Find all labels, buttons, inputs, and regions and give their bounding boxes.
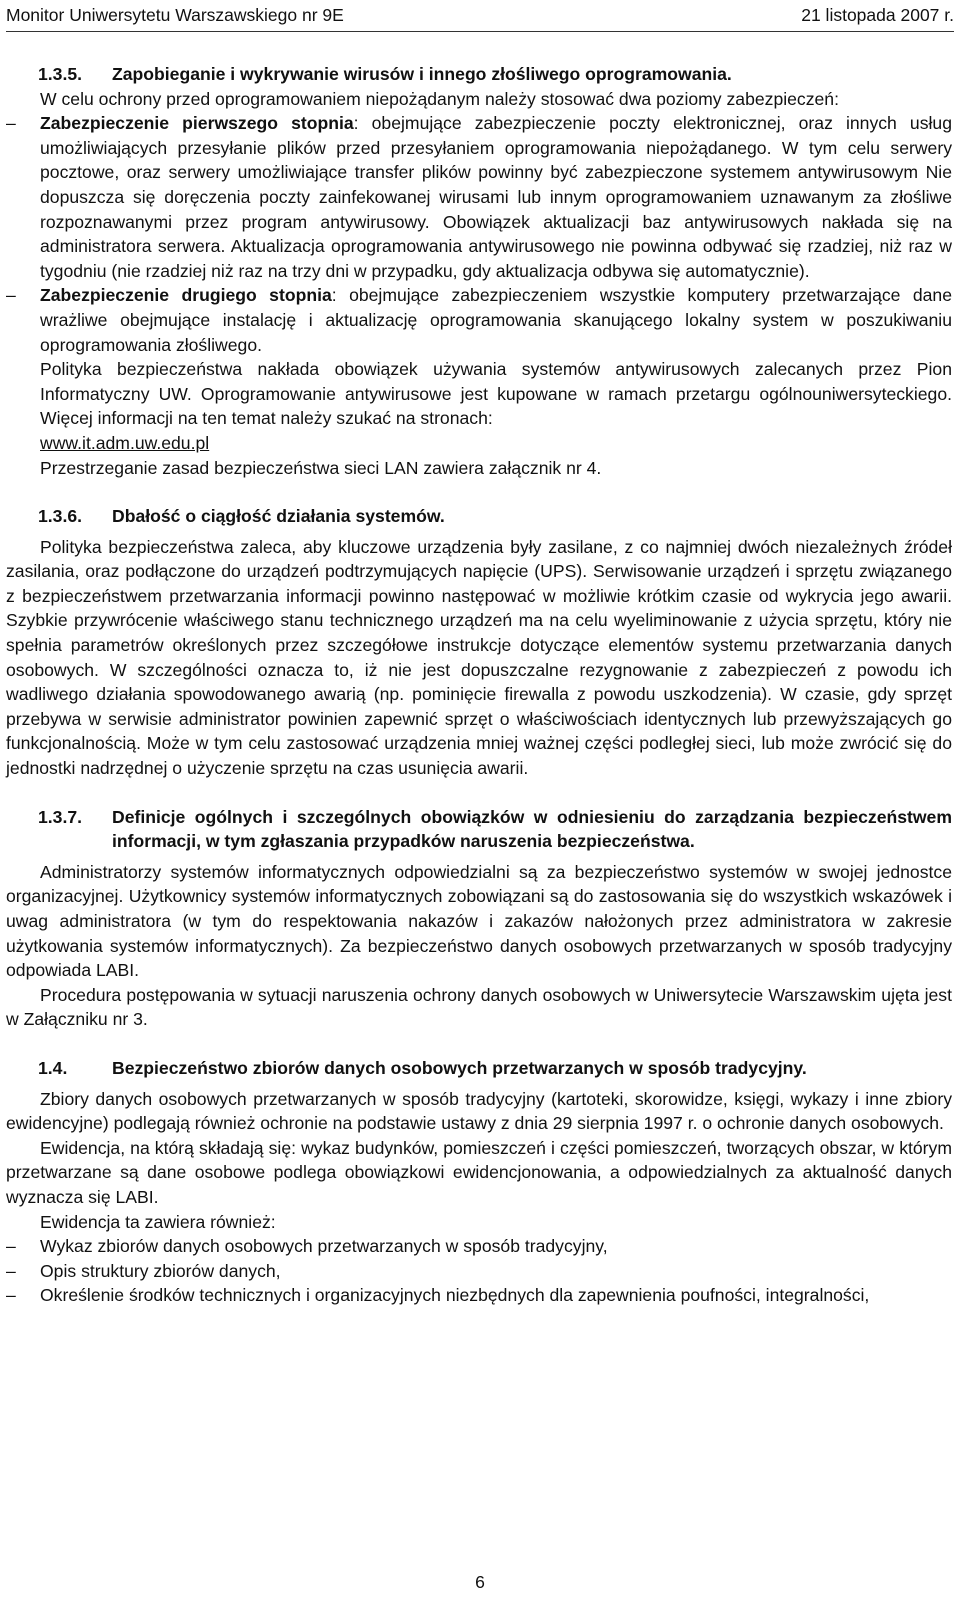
section-1-4-heading [6,1056,952,1081]
list-item [6,1283,952,1308]
dash-marker: – [6,1236,16,1257]
header-publication: Monitor Uniwersytetu Warszawskiego nr 9E [6,5,344,25]
section-title: Zapobieganie i wykrywanie wirusów i innego złośliwego oprogramowania. [112,64,732,84]
paragraph: Polityka bezpieczeństwa zaleca, aby kluczowe urządzenia były zasilane, z co najmniej dwóch niezależnych źródeł zasilania, oraz podłączone do urządzeń podtrzymujących napięcie (UPS). Serwisowanie urządzeń i sprzętu związanego z bezpieczeństwem przetwarzania informacji powinno następować w możliwie krótkim czasie od wykrycia jego awarii. Szybkie przywrócenie właściwego stanu technicznego urządzeń ma na celu wyeliminowanie z użycia sprzętu, który nie spełnia parametrów określonych przez szczegółowe instrukcje dotyczące elementów systemu przetwarzania danych osobowych. W szczególności oznacza to, iż nie jest dopuszczalne rezygnowanie z zabezpieczeń z powodu ich wadliwego działania spowodowanego awarią (np. pominięcie firewalla z powodu uszkodzenia). W czasie, gdy sprzęt przebywa w serwisie administrator powinien zapewnić sprzęt o właściwościach identycznych lub przewyższających go funkcjonalnością. Może w tym celu zastosować urządzenia mniej ważnej części podległej sieci, lub może zwrócić się do jednostki nadrzędnej o użyczenie sprzętu na czas usunięcia awarii. [6,536,952,779]
dash-marker: – [6,1285,16,1306]
header-date: 21 listopada 2007 r. [801,5,954,25]
list-item-text: Opis struktury zbiorów danych, [40,1260,281,1281]
list-item [6,1259,952,1284]
dash-marker: – [6,1260,16,1281]
list-item-description: : obejmujące zabezpieczeniem wszystkie komputery przetwarzające dane wrażliwe obejmujące instalację i aktualizację oprogramowania skanującego lokalny system w poszukiwaniu oprogramowania złośliwego. [40,285,952,355]
list-item [6,111,952,283]
section-title: Dbałość o ciągłość działania systemów. [112,506,445,527]
dash-marker: – [6,285,16,306]
page-number: 6 [475,1572,485,1592]
list-item-description: : obejmujące zabezpieczenie poczty elektronicznej, oraz innych usług umożliwiających przesyłanie plików przed przesyłaniem oprogramowania niepożądanego. W tym celu serwery pocztowe, oraz serwery umożliwiające transfer plików powinny być zabezpieczone systemem antywirusowym Nie dopuszcza się doręczenia poczty zainfekowanej wirusami lub innym oprogramowaniem uznawanym za złośliwe rozpoznawanymi przez program antywirusowy. Obowiązek aktualizacji baz antywirusowych nakłada się na administratora serwera. Aktualizacja oprogramowania antywirusowego nie powinna odbywać się rzadziej, niż raz w tygodniu (nie rzadziej niż raz na trzy dni w przypadku, gdy aktualizacja odbywa się automatycznie). [40,113,952,281]
list-item-term: Zabezpieczenie drugiego stopnia [40,285,332,306]
section-title: Bezpieczeństwo zbiorów danych osobowych przetwarzanych w sposób tradycyjny. [112,1057,807,1078]
page-content [6,62,952,1308]
section-number: 1.3.6. [38,506,83,527]
paragraph: Ewidencja ta zawiera również: [40,1211,276,1232]
list-item-text: Określenie środków technicznych i organizacyjnych niezbędnych dla zapewnienia poufności, integralności, [40,1285,870,1306]
paragraph: Administratorzy systemów informatycznych odpowiedzialni są za bezpieczeństwo systemów w swojej jednostce organizacyjnej. Użytkownicy systemów informatycznych zobowiązani są do zastosowania się do wszystkich wskazówek i uwag administratora (w tym do respektowania nakazów i zakazów nałożonych przez administratora w zakresie użytkowania systemów informatycznych). Za bezpieczeństwo danych osobowych przetwarzanych w sposób tradycyjny odpowiada LABI. [6,861,952,981]
list-item [6,283,952,357]
list-item-text [40,111,952,283]
section-number: 1.3.7. [38,806,83,827]
section-1-3-7-heading [6,805,952,854]
dash-marker: – [6,113,16,134]
list-item-text: Wykaz zbiorów danych osobowych przetwarzanych w sposób tradycyjny, [40,1236,608,1257]
section-number: 1.4. [38,1057,68,1078]
paragraph: Ewidencja, na którą składają się: wykaz budynków, pomieszczeń i części pomieszczeń, tworzących obszar, w którym przetwarzane są dane osobowe podlega obowiązkowi ewidencjonowania, a odpowiedzialnych za aktualność danych wyznacza się LABI. [6,1137,952,1207]
section-title: Definicje ogólnych i szczególnych obowiązków w odniesieniu do zarządzania bezpieczeństwem informacji, w tym zgłaszania przypadków naruszenia bezpieczeństwa. [112,806,952,852]
section-1-3-6-heading [6,504,952,529]
paragraph [40,431,952,456]
list-item-text [40,283,952,357]
paragraph: Procedura postępowania w sytuacji naruszenia ochrony danych osobowych w Uniwersytecie Warszawskim ujęta jest w Załączniku nr 3. [6,984,952,1030]
paragraph: Przestrzeganie zasad bezpieczeństwa sieci LAN zawiera załącznik nr 4. [40,457,602,478]
paragraph: Polityka bezpieczeństwa nakłada obowiązek używania systemów antywirusowych zalecanych przez Pion Informatyczny UW. Oprogramowanie antywirusowe jest kupowane w ramach przetargu ogólnouniwersyteckiego. Więcej informacji na ten temat należy szukać na stronach: [40,359,952,429]
website-link[interactable]: www.it.adm.uw.edu.pl [40,432,210,453]
paragraph: Zbiory danych osobowych przetwarzanych w sposób tradycyjny (kartoteki, skorowidze, księgi, wykazy i inne zbiory ewidencyjne) podlegają również ochronie na podstawie ustawy z dnia 29 sierpnia 1997 r. o ochronie danych osobowych. [6,1088,952,1134]
list-item [6,1234,952,1259]
section-number: 1.3.5. [38,64,83,84]
section-1-3-5-heading [6,62,952,87]
running-header [6,1,954,32]
paragraph: W celu ochrony przed oprogramowaniem niepożądanym należy stosować dwa poziomy zabezpieczeń: [40,88,839,109]
list-item-term: Zabezpieczenie pierwszego stopnia [40,113,354,134]
